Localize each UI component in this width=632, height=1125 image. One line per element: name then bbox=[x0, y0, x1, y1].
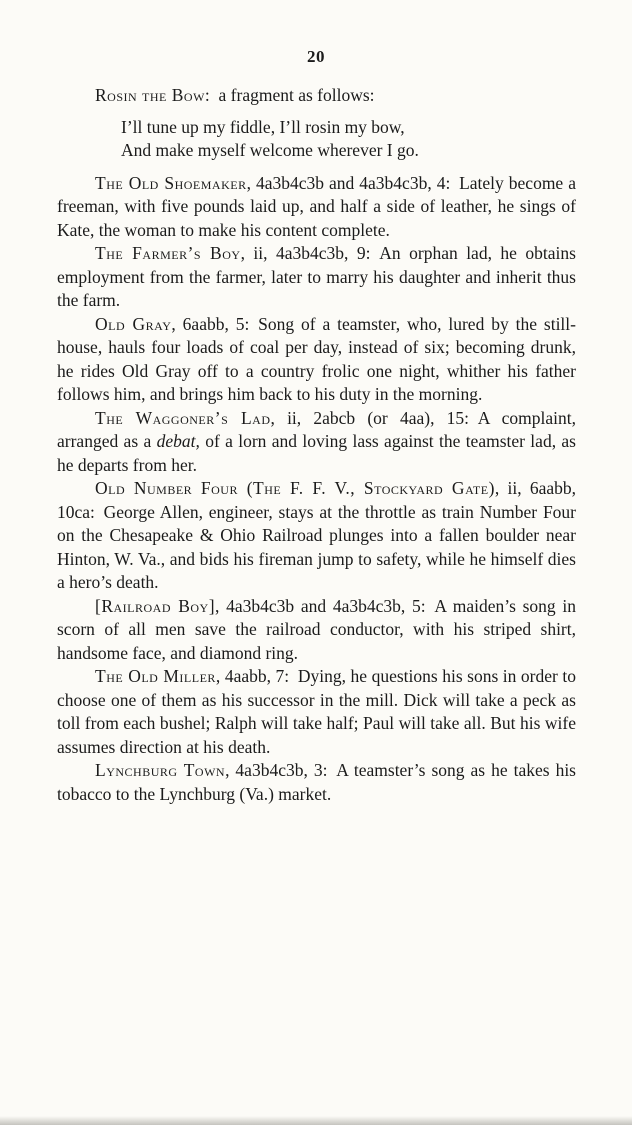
song-title: Old Gray bbox=[95, 313, 172, 334]
text-block bbox=[57, 84, 576, 806]
verse-block bbox=[57, 116, 576, 163]
verse-line: I’ll tune up my fiddle, I’ll rosin my bow, bbox=[121, 116, 405, 137]
song-title: [Railroad Boy] bbox=[95, 595, 216, 616]
song-title: The Farmer’s Boy bbox=[95, 243, 241, 263]
entry-old-gray bbox=[57, 313, 576, 407]
entry-waggoners-lad bbox=[57, 407, 576, 478]
entry-farmers-boy bbox=[57, 242, 576, 313]
entry-text: of a lorn and loving lass against the teamster lad, as he departs from her. bbox=[57, 431, 576, 475]
entry-text: , 4aabb, 7: Dying, he questions his sons in order to choose one of them as his successor in the mill. Dick will take a peck as toll from each bushel; Ralph will take half; Paul will take all. But his wife assumes direction at his death. bbox=[57, 666, 576, 757]
song-title: The Old Miller bbox=[95, 666, 216, 686]
entry-text: : a fragment as follows: bbox=[204, 85, 375, 105]
entry-old-number-four bbox=[57, 477, 576, 595]
italic-term: debat, bbox=[156, 431, 200, 451]
song-title: Rosin the Bow bbox=[95, 85, 205, 105]
song-title: The Old Shoemaker bbox=[95, 172, 247, 193]
entry-text: , ii, 2abcb (or 4aa), 15: A complaint, arranged as a bbox=[57, 407, 576, 451]
entry-railroad-boy bbox=[57, 595, 576, 666]
entry-text: , ii, 4a3b4c3b, 9: An orphan lad, he obtains employment from the farmer, later to marry his daughter and inherit thus the farm. bbox=[57, 243, 576, 310]
song-title: The Waggoner’s Lad bbox=[95, 407, 271, 428]
entry-text: , 4a3b4c3b and 4a3b4c3b, 4: Lately become a freeman, with five pounds laid up, and half a side of leather, he sings of Kate, the woman to make his content complete. bbox=[57, 172, 576, 240]
page-number: 20 bbox=[307, 47, 325, 66]
scan-edge bbox=[0, 1116, 632, 1125]
entry-text: , 6aabb, 5: Song of a teamster, who, lured by the still-house, hauls four loads of coal per day, instead of six; becoming drunk, he rides Old Gray off to a country frolic one night, whither his father follows him, and brings him back to his duty in the morning. bbox=[57, 313, 576, 404]
entry-old-shoemaker bbox=[57, 172, 576, 243]
song-title: Lynchburg Town bbox=[95, 760, 226, 780]
entry-text: , 4a3b4c3b, 3: A teamster’s song as he takes his tobacco to the Lynchburg (Va.) market. bbox=[57, 760, 576, 804]
entry-old-miller bbox=[57, 665, 576, 759]
entry-text: , 4a3b4c3b and 4a3b4c3b, 5: A maiden’s song in scorn of all men save the railroad conductor, with his striped shirt, handsome face, and diamond ring. bbox=[57, 595, 576, 663]
entry-lynchburg-town bbox=[57, 759, 576, 806]
entry-text: , ii, 6aabb, 10ca: George Allen, engineer, stays at the throttle as train Number Four on the Chesapeake & Ohio Railroad plunges into a fallen boulder near Hinton, W. Va., and bids his fireman jump to safety, while he himself dies a hero’s death. bbox=[57, 478, 576, 592]
verse-line: And make myself welcome wherever I go. bbox=[121, 140, 419, 160]
song-title: Old Number Four (The F. F. V., Stockyard Gate) bbox=[95, 478, 495, 498]
entry-rosin-the-bow bbox=[57, 84, 576, 108]
